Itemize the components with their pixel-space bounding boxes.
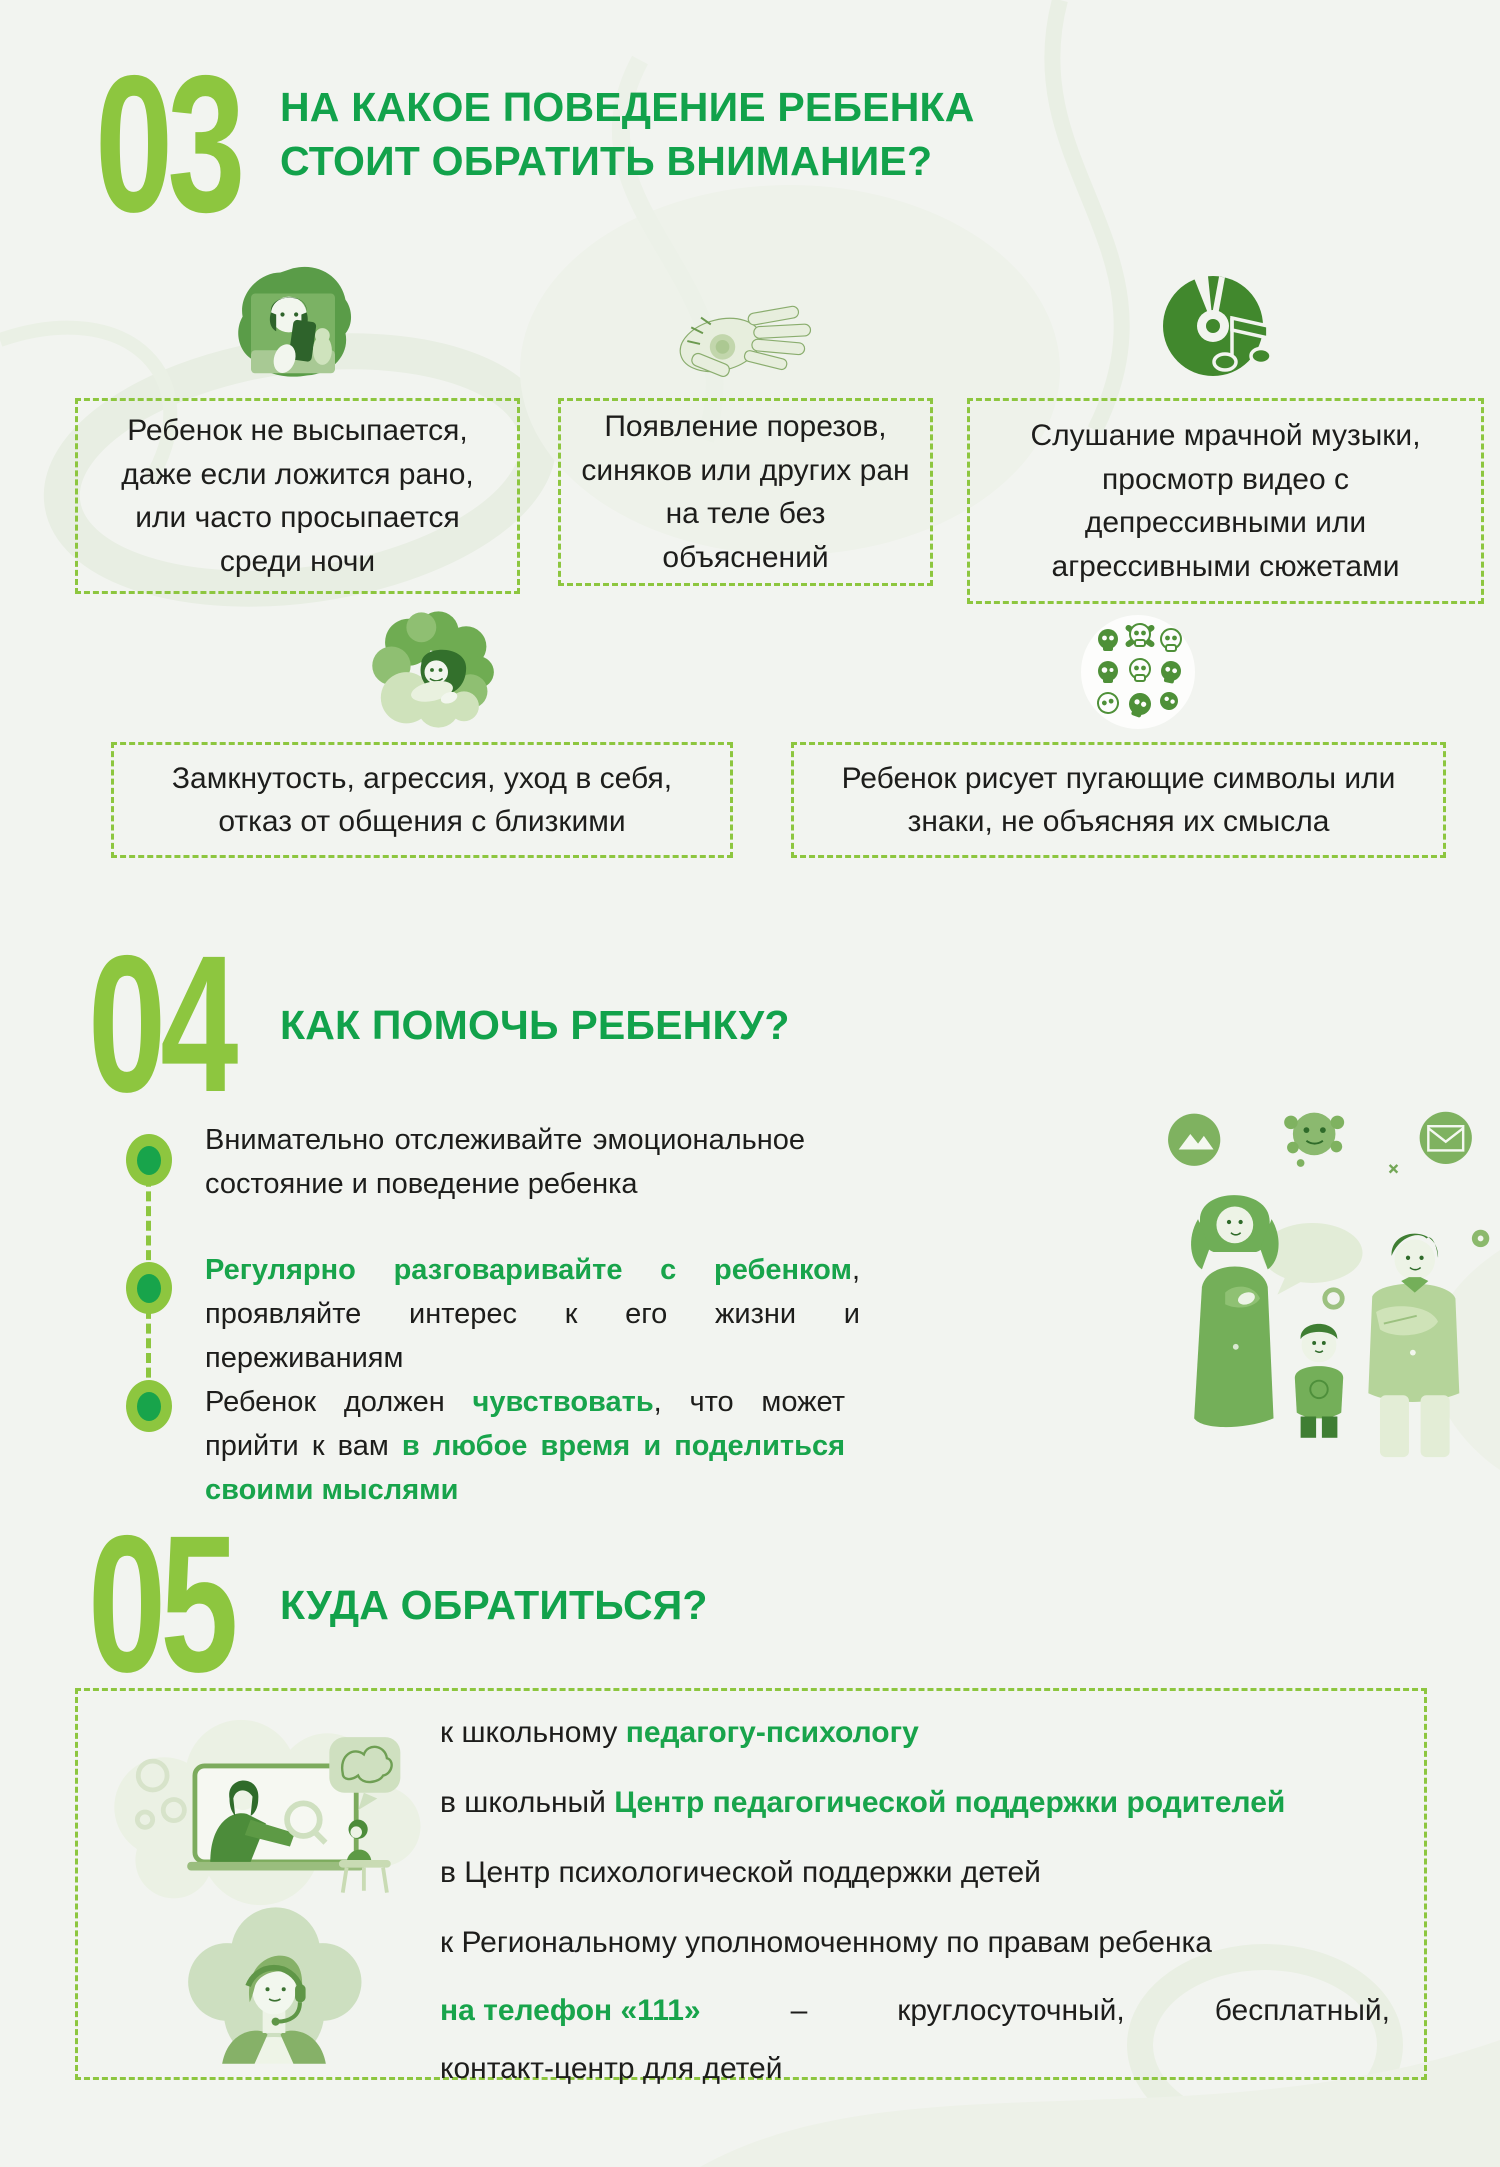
where-item-psychologist [440, 1712, 1400, 1754]
card-withdrawal [111, 742, 733, 858]
help-item-3-text-b: , что может прийти к вам [205, 1386, 846, 1463]
help-item-3-text-a: Ребенок должен [205, 1386, 473, 1418]
family-talk-illustration [1140, 1088, 1498, 1476]
where-item-parent-center-text: в школьный [440, 1786, 615, 1819]
help-item-2 [205, 1248, 860, 1380]
section-03-number: 03 [95, 35, 240, 253]
section-05-title: КУДА ОБРАТИТЬСЯ? [280, 1582, 708, 1628]
injured-hand-icon [660, 298, 830, 386]
hotline-around-the-clock: круглосуточный, [897, 1994, 1125, 2027]
boy-figure [1295, 1324, 1343, 1438]
where-item-parent-center [440, 1782, 1400, 1824]
where-item-psychologist-highlight: педагогу-психологу [625, 1716, 919, 1749]
hotline-line1 [440, 1990, 1390, 2032]
help-item-3-highlight-a: чувствовать [472, 1386, 654, 1418]
where-item-hotline [440, 1990, 1400, 2090]
call-center-operator-illustration [155, 1905, 393, 2067]
timeline-dot-3 [126, 1380, 172, 1432]
where-item-ombudsman [440, 1922, 1400, 1964]
card-music [967, 398, 1484, 604]
hotline-dash: – [790, 1994, 808, 2027]
where-item-psychologist-text: к школьному [440, 1716, 626, 1749]
where-item-child-center [440, 1852, 1400, 1894]
help-item-3 [205, 1380, 845, 1512]
card-sleep-text: Ребенок не высыпается, даже если ложится рано, или часто просыпается среди ночи [121, 414, 474, 578]
card-injuries [558, 398, 933, 586]
card-symbols-text: Ребенок рисует пугающие символы или знаки, не объясняя их смысла [841, 761, 1396, 838]
timeline-dot-2 [126, 1262, 172, 1314]
where-item-child-center-text: в Центр психологической поддержки детей [440, 1856, 1041, 1889]
online-psychologist-illustration [105, 1716, 425, 1908]
help-item-3-highlight-b: в любое время и поделиться своими мыслями [205, 1430, 846, 1507]
help-item-2-text: , проявляйте интерес к его жизни и переживаниям [205, 1254, 860, 1375]
scary-symbols-icon [1074, 612, 1202, 732]
mother-figure [1191, 1195, 1279, 1427]
section-03-title [280, 80, 975, 188]
section-03-title-line1: НА КАКОЕ ПОВЕДЕНИЕ РЕБЕНКА [280, 84, 975, 130]
grim-music-cd-icon [1152, 268, 1280, 388]
card-injuries-text: Появление порезов, синяков или других ран на теле без объяснений [581, 410, 910, 574]
timeline-dot-1 [126, 1134, 172, 1186]
card-symbols [791, 742, 1446, 858]
virus-doodle [1284, 1113, 1344, 1167]
section-05-number: 05 [88, 1495, 233, 1713]
card-music-text: Слушание мрачной музыки, просмотр видео с депрессивными или агрессивными сюжетами [1030, 419, 1421, 583]
where-item-ombudsman-text: к Региональному уполномоченному по правам ребенка [440, 1926, 1212, 1959]
help-item-2-highlight: Регулярно разговаривайте с ребенком [205, 1254, 852, 1286]
section-04-title: КАК ПОМОЧЬ РЕБЕНКУ? [280, 1002, 790, 1048]
where-item-parent-center-highlight: Центр педагогической поддержки родителей [614, 1786, 1286, 1819]
card-sleep [75, 398, 520, 594]
sleepless-child-icon [218, 262, 368, 388]
withdrawn-child-icon [362, 606, 502, 734]
hotline-number: на телефон «111» [440, 1994, 701, 2027]
section-04-number: 04 [88, 915, 233, 1133]
help-item-1-text: Внимательно отслеживайте эмоциональное состояние и поведение ребенка [205, 1124, 805, 1201]
hotline-free: бесплатный, [1214, 1994, 1390, 2027]
father-figure [1368, 1234, 1459, 1458]
help-item-1 [205, 1118, 805, 1206]
card-withdrawal-text: Замкнутость, агрессия, уход в себя, отказ от общения с близкими [171, 761, 673, 838]
section-03-title-line2: СТОИТ ОБРАТИТЬ ВНИМАНИЕ? [280, 138, 933, 185]
hotline-line2: контакт-центр для детей [440, 2052, 783, 2085]
